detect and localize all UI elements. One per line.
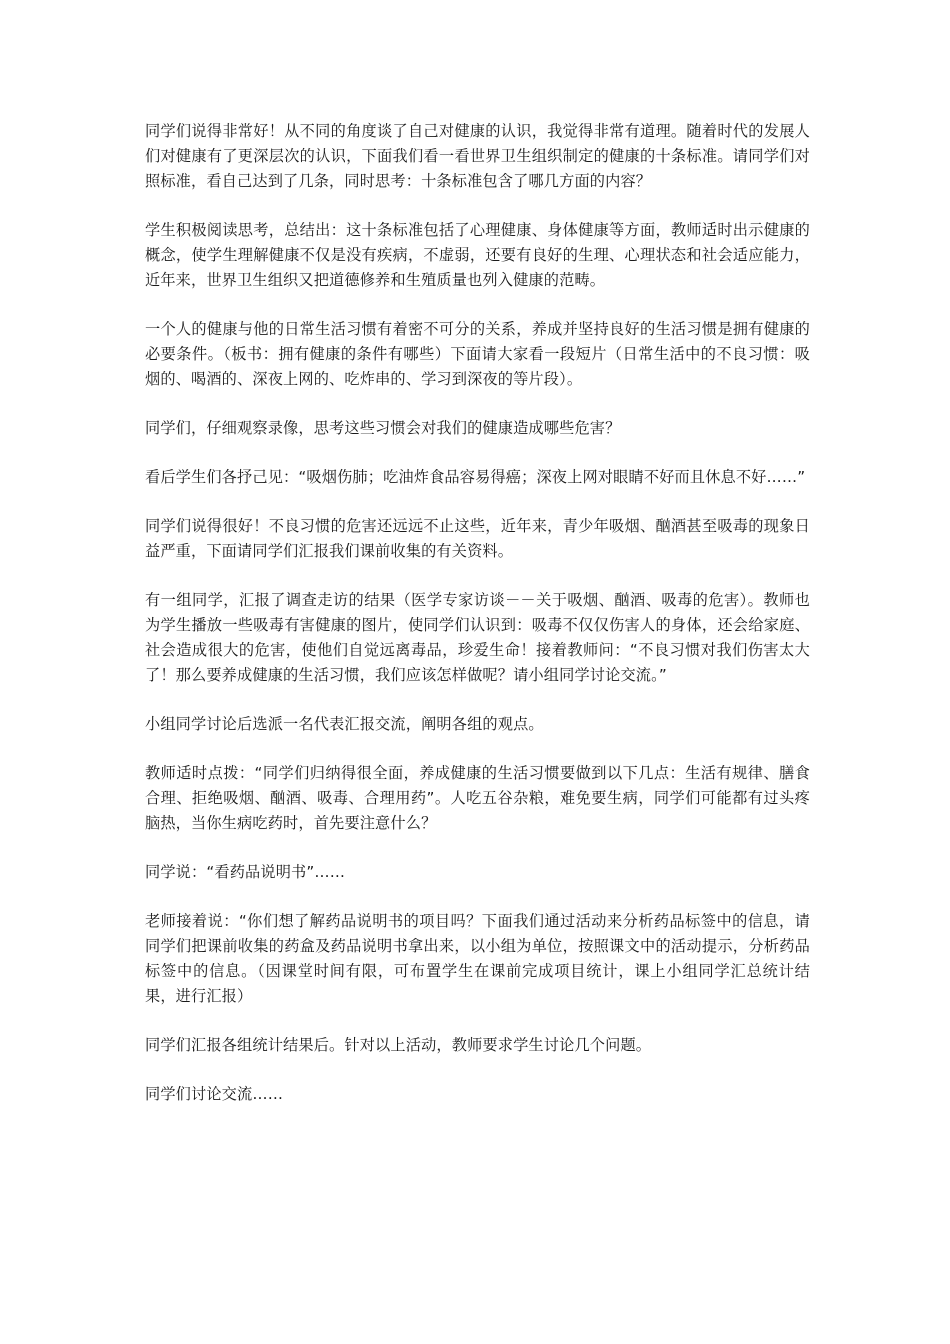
paragraph: 同学们汇报各组统计结果后。针对以上活动，教师要求学生讨论几个问题。 bbox=[145, 1036, 652, 1054]
paragraph: 看后学生们各抒己见：“吸烟伤肺；吃油炸食品容易得癌；深夜上网对眼睛不好而且休息不好……” bbox=[145, 468, 806, 486]
paragraph: 小组同学讨论后选派一名代表汇报交流，阐明各组的观点。 bbox=[145, 715, 544, 733]
document-body bbox=[145, 119, 810, 1131]
paragraph: 老师接着说：“你们想了解药品说明书的项目吗？下面我们通过活动来分析药品标签中的信息，请同学们把课前收集的药盒及药品说明书拿出来，以小组为单位，按照课文中的活动提示，分析药品标签中的信息。（因课堂时间有限，可布置学生在课前完成项目统计，课上小组同学汇总统计结果，进行汇报） bbox=[145, 912, 810, 1005]
paragraph: 同学们，仔细观察录像，思考这些习惯会对我们的健康造成哪些危害？ bbox=[145, 419, 621, 437]
paragraph: 同学们说得非常好！从不同的角度谈了自己对健康的认识，我觉得非常有道理。随着时代的发展人们对健康有了更深层次的认识，下面我们看一看世界卫生组织制定的健康的十条标准。请同学们对照标准，看自己达到了几条，同时思考：十条标准包含了哪几方面的内容？ bbox=[145, 122, 810, 190]
paragraph: 教师适时点拨：“同学们归纳得很全面，养成健康的生活习惯要做到以下几点：生活有规律、膳食合理、拒绝吸烟、酗酒、吸毒、合理用药”。人吃五谷杂粮，难免要生病，同学们可能都有过头疼脑热，当你生病吃药时，首先要注意什么？ bbox=[145, 764, 810, 832]
paragraph: 一个人的健康与他的日常生活习惯有着密不可分的关系，养成并坚持良好的生活习惯是拥有健康的必要条件。（板书：拥有健康的条件有哪些）下面请大家看一段短片（日常生活中的不良习惯：吸烟的、喝酒的、深夜上网的、吃炸串的、学习到深夜的等片段）。 bbox=[145, 320, 810, 388]
paragraph: 同学说：“看药品说明书”…… bbox=[145, 863, 346, 881]
paragraph: 同学们讨论交流…… bbox=[145, 1085, 284, 1103]
paragraph: 学生积极阅读思考，总结出：这十条标准包括了心理健康、身体健康等方面，教师适时出示健康的概念，使学生理解健康不仅是没有疾病，不虚弱，还要有良好的生理、心理状态和社会适应能力，近年来，世界卫生组织又把道德修养和生殖质量也列入健康的范畴。 bbox=[145, 221, 810, 289]
paragraph: 同学们说得很好！不良习惯的危害还远远不止这些，近年来，青少年吸烟、酗酒甚至吸毒的现象日益严重，下面请同学们汇报我们课前收集的有关资料。 bbox=[145, 517, 810, 560]
paragraph: 有一组同学，汇报了调查走访的结果（医学专家访谈－－关于吸烟、酗酒、吸毒的危害）。教师也为学生播放一些吸毒有害健康的图片，使同学们认识到：吸毒不仅仅伤害人的身体，还会给家庭、社会造成很大的危害，使他们自觉远离毒品，珍爱生命！接着教师问：“不良习惯对我们伤害太大了！那么要养成健康的生活习惯，我们应该怎样做呢？请小组同学讨论交流。” bbox=[145, 591, 810, 684]
